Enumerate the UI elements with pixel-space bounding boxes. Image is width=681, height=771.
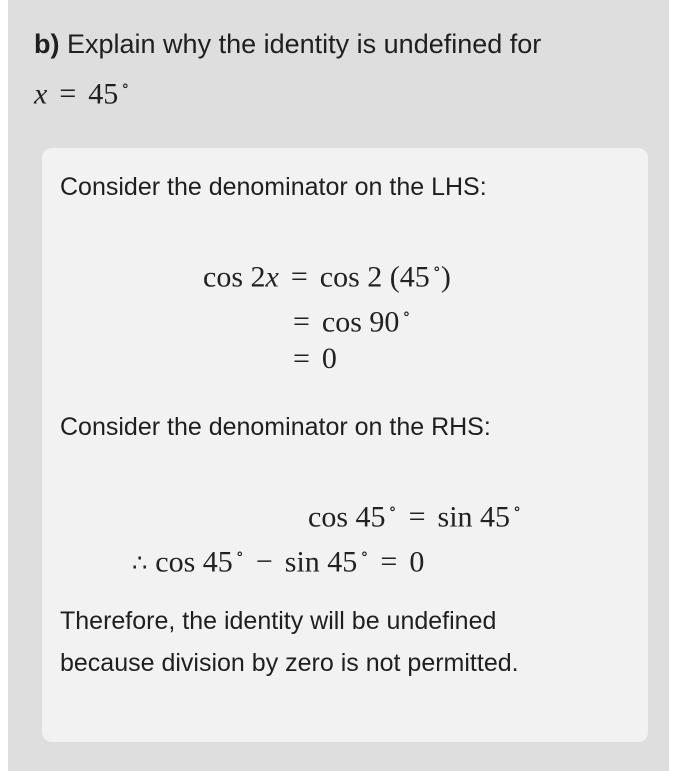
rhs-equals-2: = (380, 545, 398, 579)
degree-symbol: ∘ (402, 304, 411, 323)
rhs-equals-1: = (408, 500, 426, 534)
math-var-x: x (34, 77, 48, 111)
rhs-sin-45-b: sin 45 (284, 545, 358, 579)
lhs-var-x: x (265, 260, 279, 294)
question-text: Explain why the identity is undefined for (67, 29, 542, 59)
rhs-intro-text: Consider the denominator on the RHS: (60, 413, 491, 441)
math-equals: = (59, 77, 77, 111)
degree-symbol: ∘ (121, 76, 130, 95)
solution-card (42, 148, 648, 742)
lhs-close-paren: ) (440, 260, 451, 294)
lhs-eq-line-3 (293, 339, 337, 379)
degree-symbol: ∘ (388, 499, 397, 518)
rhs-cos-45: cos 45 (308, 500, 386, 534)
therefore-symbol: ∴ (132, 549, 148, 578)
lhs-equals-3: = (293, 342, 310, 375)
degree-symbol: ∘ (513, 499, 522, 518)
lhs-equals-1: = (290, 260, 308, 294)
rhs-eq-line-2 (132, 534, 424, 583)
conclusion-line-1: Therefore, the identity will be undefined (60, 607, 497, 635)
question-panel (8, 0, 669, 771)
lhs-cos-2-45: cos 2 (45 (319, 260, 430, 294)
lhs-cos-2: cos 2 (203, 260, 266, 294)
conclusion-text (60, 600, 519, 684)
conclusion-line-2: because division by zero is not permitted. (60, 649, 519, 677)
lhs-eq-line-1 (203, 249, 451, 297)
degree-symbol: ∘ (432, 259, 441, 278)
question-line (34, 26, 541, 62)
rhs-zero: 0 (409, 545, 425, 579)
question-math (34, 68, 129, 112)
lhs-zero: 0 (321, 342, 337, 375)
lhs-intro-text: Consider the denominator on the LHS: (60, 173, 487, 201)
degree-symbol: ∘ (360, 544, 369, 563)
rhs-sin-45: sin 45 (437, 500, 511, 534)
lhs-cos-90: cos 90 (321, 305, 400, 339)
degree-symbol: ∘ (235, 544, 244, 563)
lhs-eq-line-2 (293, 294, 411, 342)
question-label: b) (34, 29, 60, 59)
rhs-cos-45-b: cos 45 (155, 545, 233, 579)
math-value: 45 (88, 77, 119, 111)
lhs-equals-2: = (293, 305, 310, 339)
minus-sign: − (255, 545, 273, 579)
rhs-eq-line-1 (308, 489, 521, 537)
question-block (34, 26, 541, 112)
